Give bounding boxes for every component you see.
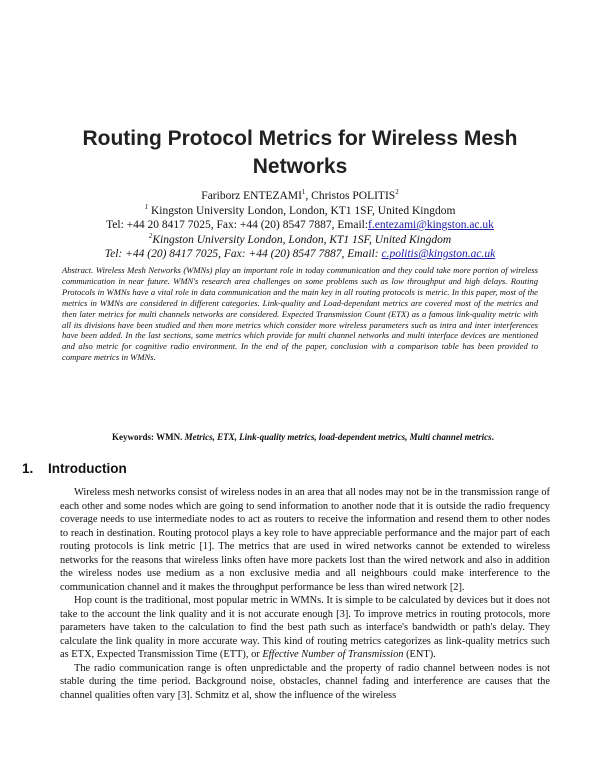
paragraph-3: The radio communication range is often unpredictable and the property of radio channel between nodes is not stable during the time period. Background noise, obstacles, channel fading and interference are causes that the channel qualities often vary [3]. Schmitz et al, show the influence of the wireless xyxy=(60,662,550,701)
affiliation-1: $^1$ Kingston University London, London, KT1 1SF, United Kingdom xyxy=(144,202,456,217)
section-heading-introduction xyxy=(22,461,322,476)
contact-1: Tel: +44 20 8417 7025, Fax: +44 (20) 8547 7887, Email:f.entezami@kingston.ac.uk xyxy=(106,219,494,231)
email-link-1[interactable]: f.entezami@kingston.ac.uk xyxy=(368,219,494,231)
paragraph-2: Hop count is the traditional, most popular metric in WMNs. It is simple to be calculated by devices but it does not take to the account the link quality and it is not accurate enough [3]. To improve metrics in routing protocols, more parameters have taken to the calculation to find the best path such as interface's bandwidth or path's delay. They calculate the link quality in more accurate way. This kind of routing metrics categorizes as link-quality metrics such as ETX, Expected Transmission Time (ETT), or Effective Number of Transmission (ENT). xyxy=(60,595,550,660)
section-number: 1. xyxy=(22,461,34,476)
paper-title xyxy=(60,125,540,181)
keywords: Keywords: WMN. Metrics, ETX, Link-quality metrics, load-dependent metrics, Multi channel metrics. xyxy=(112,432,494,442)
paragraph-1: Wireless mesh networks consist of wireless nodes in an area that all nodes may not be in the transmission range of each other and some nodes which are going to send information to another node that it is outside the radio frequency coverage needs to use intermediate nodes to act as routers to receive the information and resend them to other nodes to reach in destination. Routing protocol plays a key role to have appreciable performance and the major part of each routing protocols is link metric [1]. The metrics that are used in wired networks cannot be extended to wireless networks for the reasons that wireless links often have more packets lost than the wired network and also in addition the wireless nodes use medium as a non exclusive media and all neighbours could make interference to the communication channel and it makes the throughput performance be less than wired network [2]. xyxy=(60,487,550,593)
keywords-label: Keywords: WMN. xyxy=(112,432,183,442)
title-line-2: Networks xyxy=(252,155,348,178)
author-block xyxy=(40,189,560,262)
section-title: Introduction xyxy=(48,461,127,476)
body-text xyxy=(60,486,550,702)
keywords-terms: Metrics, ETX, Link-quality metrics, load-dependent metrics, Multi channel metrics xyxy=(182,432,492,442)
email-link-2[interactable]: c.politis@kingston.ac.uk xyxy=(381,248,496,260)
affiliation-2: $^2$Kingston University London, London, KT1 1SF, United Kingdom xyxy=(148,231,452,246)
author-names: Fariborz ENTEZAMI$^1$, Christos POLITIS$^2$ xyxy=(201,188,399,202)
contact-2: Tel: +44 (20) 8417 7025, Fax: +44 (20) 8547 7887, Email: c.politis@kingston.ac.uk xyxy=(104,248,496,260)
abstract: Abstract. Wireless Mesh Networks (WMNs) play an important role in today communication and they could take more portion of wireless communication in near future. WMN's research area challenges on some problems such as low throughput and high delays. Routing Protocols in WMNs have a vital role in data communication and the main key in all routing protocols is metric. In this paper, most of the metrics in WMNs are considered in different categories. Link-quality and Load-dependant metrics are covered most of the metrics and then later metrics for multi channels networks are considered. Expected Transmission Count (ETX) as a famous link-quality metric with all its divisions have been studied and then more metrics which consider more wireless parameters such as intra and inter interferences have been added. In the last sections, some metrics which provide for multi channel networks and multi interface devices are mentioned and also metric for cognitive radio environment. In the end of the paper, conclusion with a comparison table has been provided to compare metrics in WMNs. xyxy=(62,265,538,363)
title-line-1: Routing Protocol Metrics for Wireless Mesh xyxy=(82,127,518,150)
